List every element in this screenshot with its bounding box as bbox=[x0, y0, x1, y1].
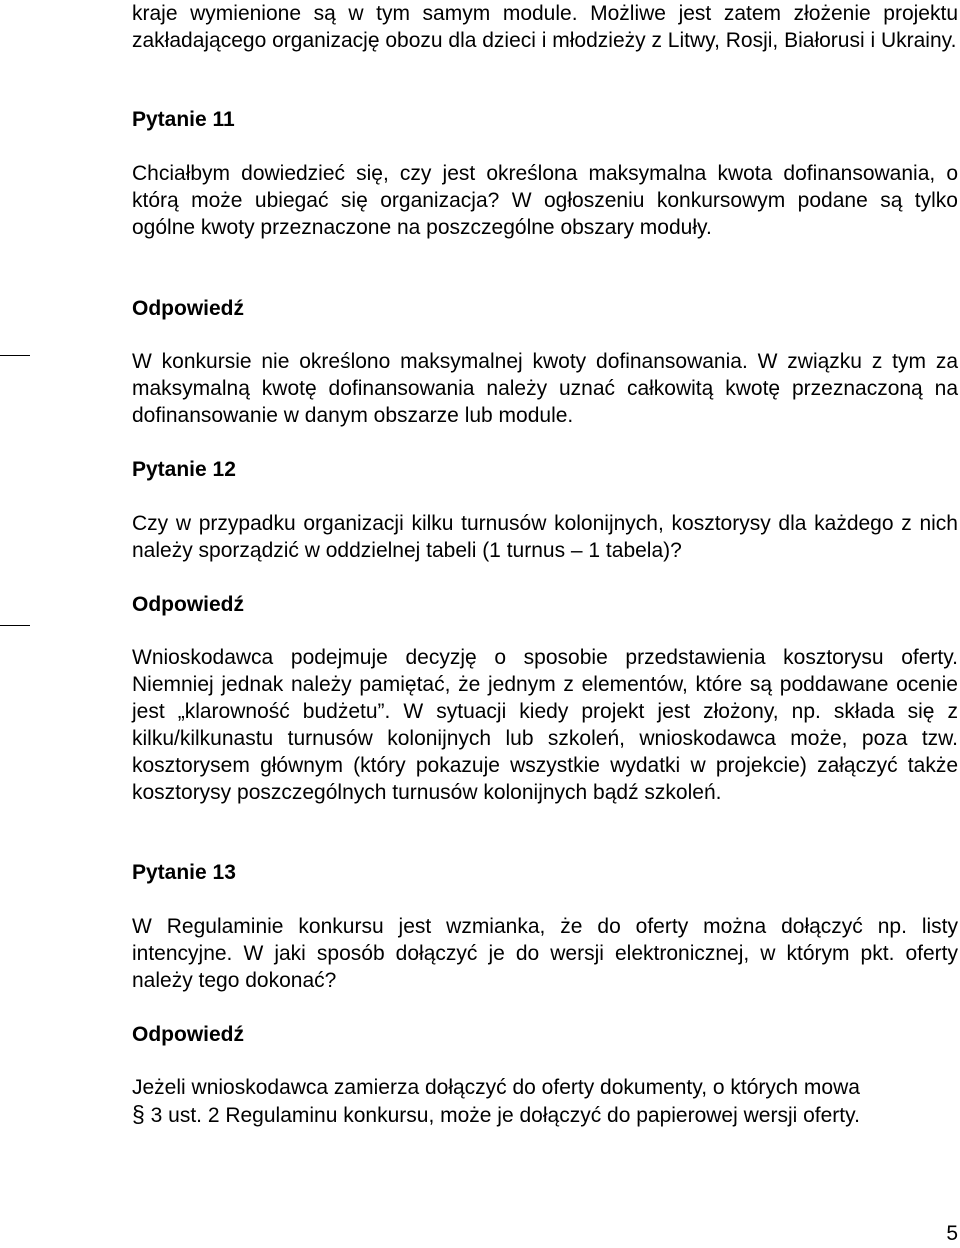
answer-13-line-1: Jeżeli wnioskodawca zamierza dołączyć do oferty dokumenty, o których mowa bbox=[132, 1076, 860, 1099]
answer-12-heading: Odpowiedź bbox=[132, 593, 244, 616]
question-13-text: W Regulaminie konkursu jest wzmianka, że do oferty można dołączyć np. listy intencyjne. W jaki sposób dołączyć je do wersji elektronicznej, w którym pkt. oferty należy tego dokonać? bbox=[132, 915, 958, 992]
margin-mark-2 bbox=[0, 625, 30, 626]
answer-13-text bbox=[132, 1074, 958, 1129]
answer-13-line-2: 3 ust. 2 Regulaminu konkursu, może je dołączyć do papierowej wersji oferty. bbox=[144, 1104, 860, 1127]
page-number: 5 bbox=[946, 1222, 958, 1245]
answer-11-text: W konkursie nie określono maksymalnej kwoty dofinansowania. W związku z tym za maksymalną kwotę dofinansowania należy uznać całkowitą kwotę przeznaczoną na dofinansowanie w danym obszarze lub module. bbox=[132, 350, 958, 427]
answer-11-heading: Odpowiedź bbox=[132, 297, 244, 320]
question-12-heading: Pytanie 12 bbox=[132, 458, 236, 481]
section-sign: § bbox=[132, 1101, 145, 1127]
margin-mark-1 bbox=[0, 355, 30, 356]
answer-13-heading: Odpowiedź bbox=[132, 1023, 244, 1046]
question-11-heading: Pytanie 11 bbox=[132, 108, 235, 131]
answer-12-text: Wnioskodawca podejmuje decyzję o sposobie przedstawienia kosztorysu oferty. Niemniej jednak należy pamiętać, że jednym z elementów, które są poddawane ocenie jest „klarowność budżetu”. W sytuacji kiedy projekt jest złożony, np. składa się z kilku/kilkunastu turnusów kolonijnych lub szkoleń, wnioskodawca może, poza tzw. kosztorysem głównym (który pokazuje wszystkie wydatki w projekcie) załączyć także kosztorysy poszczególnych turnusów kolonijnych bądź szkoleń. bbox=[132, 646, 958, 804]
question-13-heading: Pytanie 13 bbox=[132, 861, 236, 884]
question-12-text: Czy w przypadku organizacji kilku turnusów kolonijnych, kosztorysy dla każdego z nich należy sporządzić w oddzielnej tabeli (1 turnus – 1 tabela)? bbox=[132, 512, 958, 562]
intro-paragraph: kraje wymienione są w tym samym module. Możliwe jest zatem złożenie projektu zakładającego organizację obozu dla dzieci i młodzieży z Litwy, Rosji, Białorusi i Ukrainy. bbox=[132, 2, 958, 52]
question-11-text: Chciałbym dowiedzieć się, czy jest określona maksymalna kwota dofinansowania, o którą może ubiegać się organizacja? W ogłoszeniu konkursowym podane są tylko ogólne kwoty przeznaczone na poszczególne obszary moduły. bbox=[132, 162, 958, 239]
